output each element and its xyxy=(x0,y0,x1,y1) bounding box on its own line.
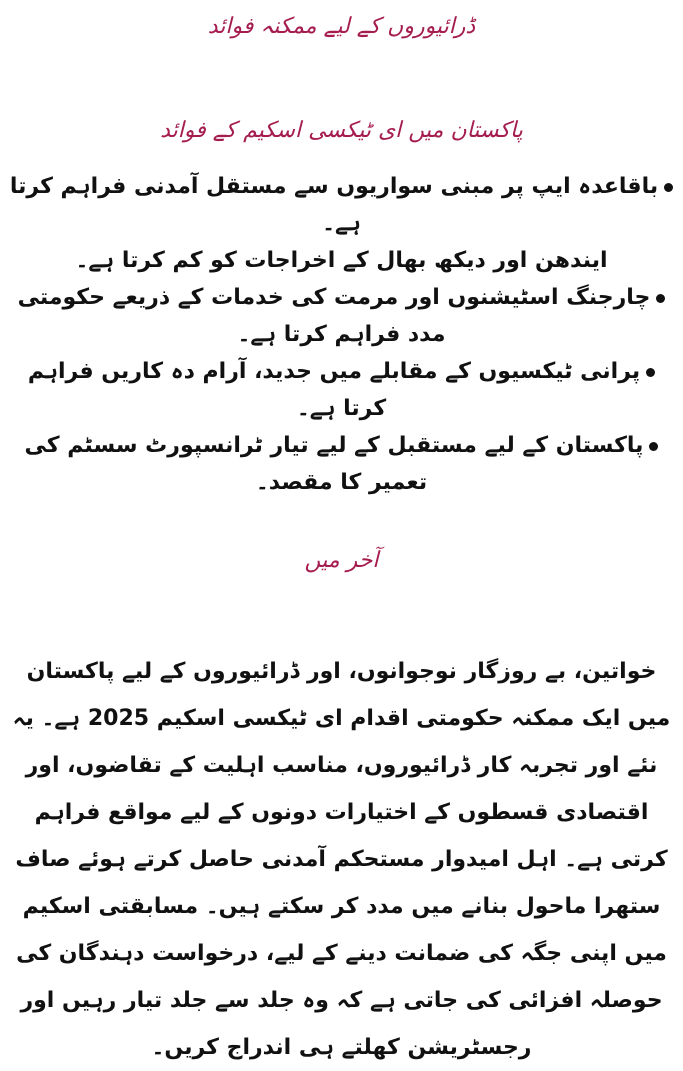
section-heading: پاکستان میں ای ٹیکسی اسکیم کے فوائد xyxy=(160,118,523,143)
bullet-text: چارجنگ اسٹیشنوں اور مرمت کی خدمات کے ذریعے حکومتی مدد فراہم کرتا ہے۔ xyxy=(17,285,651,347)
bullet-icon xyxy=(656,294,665,303)
bullet-icon xyxy=(646,368,655,377)
bullet-text: باقاعدہ ایپ پر مبنی سواریوں سے مستقل آمدنی فراہم کرتا ہے۔ xyxy=(9,174,659,236)
conclusion-heading: آخر میں xyxy=(304,548,379,573)
bullet-icon xyxy=(664,183,673,192)
list-item xyxy=(6,168,677,242)
list-item xyxy=(6,353,677,427)
bullet-icon xyxy=(649,442,658,451)
bullet-text: پرانی ٹیکسیوں کے مقابلے میں جدید، آرام دہ کاریں فراہم کرتا ہے۔ xyxy=(27,359,641,421)
main-heading: ڈرائیوروں کے لیے ممکنہ فوائد xyxy=(207,14,476,39)
list-item xyxy=(6,242,677,279)
benefits-list xyxy=(6,168,677,501)
bullet-text: پاکستان کے لیے مستقبل کے لیے تیار ٹرانسپورٹ سسٹم کی تعمیر کا مقصد۔ xyxy=(24,433,644,495)
list-item xyxy=(6,279,677,353)
list-item xyxy=(6,427,677,501)
bullet-text: ایندھن اور دیکھ بھال کے اخراجات کو کم کرتا ہے۔ xyxy=(75,248,608,273)
conclusion-paragraph: خواتین، بے روزگار نوجوانوں، اور ڈرائیوروں کے لیے پاکستان میں ایک ممکنہ حکومتی اقدام ای ٹیکسی اسکیم 2025 ہے۔ یہ نئے اور تجربہ کار ڈرائیوروں، مناسب اہلیت کے تقاضوں، اور اقتصادی قسطوں کے اختیارات دونوں کے لیے مواقع فراہم کرتی ہے۔ اہل امیدوار مستحکم آمدنی حاصل کرتے ہوئے صاف ستھرا ماحول بنانے میں مدد کر سکتے ہیں۔ مسابقتی اسکیم میں اپنی جگہ کی ضمانت دینے کے لیے، درخواست دہندگان کی حوصلہ افزائی کی جاتی ہے کہ وہ جلد سے جلد تیار رہیں اور رجسٹریشن کھلتے ہی اندراج کریں۔ xyxy=(12,659,671,1060)
